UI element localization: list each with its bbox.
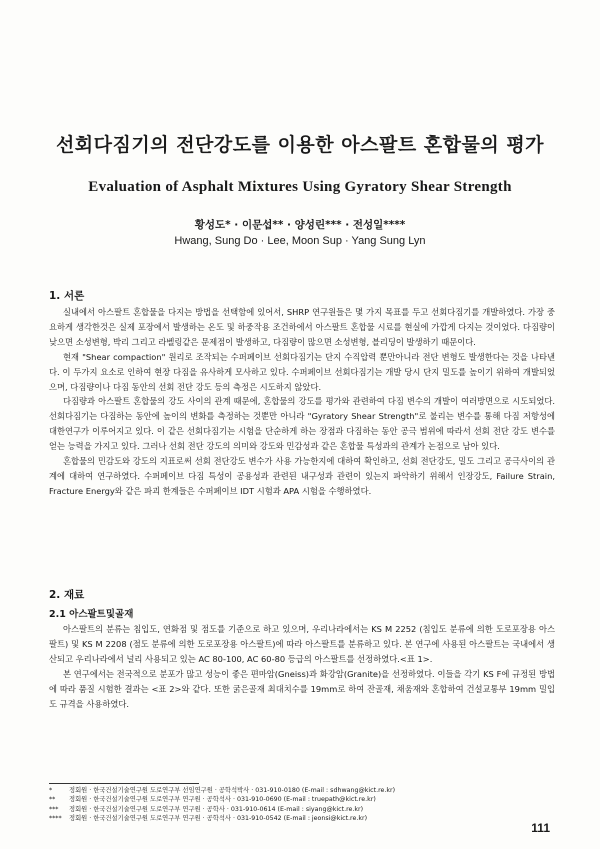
section-1-body (49, 305, 555, 499)
footnote (49, 814, 469, 823)
footnote-text: 정회원 · 한국건설기술연구원 도로연구부 연구원 · 공학석사 · 031-910-0542 (E-mail : jeonsi@kict.re.kr) (69, 815, 368, 823)
footnotes (49, 786, 469, 824)
paragraph: 아스팔트의 분류는 침입도, 연화점 및 점도를 기준으로 하고 있으며, 우리나라에서는 KS M 2252 (침입도 분류에 의한 도로포장용 아스팔트) 및 KS M 2208 (점도 분류에 의한 도로포장용 아스팔트)에 따라 아스팔트를 분류하고 있다. 본 연구에 사용된 아스팔트는 국내에서 생산되고 우리나라에서 널리 사용되고 있는 AC 80-100, AC 60-80 등급의 아스팔트를 선정하였다.<표 1>. (49, 624, 555, 664)
paragraph: 본 연구에서는 전국적으로 분포가 많고 성능이 좋은 편마암(Gneiss)과 화강암(Granite)을 선정하였다. 이들을 각기 KS F에 규정된 방법에 따라 품질 시험한 결과는 <표 2>와 같다. 또한 굵은골재 최대치수를 19mm로 하여 잔골재, 채움재와 혼합하여 건설교통부 19mm 밀입도 규격을 사용하였다. (49, 668, 555, 709)
section-2-1-heading: 2.1 아스팔트및골재 (49, 609, 134, 620)
section-2-heading: 2. 재료 (49, 589, 85, 601)
english-title: Evaluation of Asphalt Mixtures Using Gyratory Shear Strength (88, 179, 512, 195)
section-1-heading: 1. 서론 (49, 290, 85, 302)
section-2-body (49, 622, 555, 711)
footnote-mark: **** (49, 815, 62, 823)
footnote-text: 정회원 · 한국건설기술연구원 도로연구부 연구원 · 공학사 · 031-910-0614 (E-mail : siyang@kict.re.kr) (69, 805, 364, 813)
footnote (49, 786, 469, 795)
footnote-mark: ** (49, 796, 56, 804)
footnote-mark: *** (49, 805, 59, 813)
footnote-mark: * (49, 787, 53, 794)
footnote-divider (49, 783, 199, 784)
footnote-text: 정회원 · 한국건설기술연구원 도로연구부 연구원 · 공학석사 · 031-910-0690 (E-mail : truepath@kict.re.kr) (69, 796, 376, 804)
paragraph: 실내에서 아스팔트 혼합물을 다지는 방법을 선택함에 있어서, SHRP 연구원들은 몇 가지 목표를 두고 선회다짐기를 개발하였다. 가장 중요하게 생각한것은 실제 포장에서 발생하는 온도 및 하중작용 조건하에서 아스팔트 혼합물 시료를 현실에 가깝게 다지는 것이었다. 다짐량이 낮으면 소성변형, 박리 그리고 라벨링같은 문제점이 발생하고, 다짐량이 많으면 소성변형, 블리딩이 발생하기 때문이다. (49, 307, 555, 347)
footnote-text: 정회원 · 한국건설기술연구원 도로연구부 선임연구원 · 공학석박사 · 031-910-0180 (E-mail : sdhwang@kict.re.kr) (69, 787, 396, 794)
korean-title: 선회다짐기의 전단강도를 이용한 아스팔트 혼합물의 평가 (55, 134, 545, 156)
paragraph: 현재 "Shear compaction" 원리로 조작되는 수퍼페이브 선회다짐기는 단지 수직압력 뿐만아니라 전단 변형도 발생한다는 것을 나타낸다. 이 두가지 요소로 인하여 현장 다짐을 유사하게 모사하고 있다. 수퍼페이브 선회다짐기는 개발 당시 단지 밀도를 높이기 위하여 개발되었으며, 다짐량이나 다짐 동안의 선회 전단 강도 등의 측정은 시도하지 않았다. (49, 351, 555, 392)
paragraph: 다짐량과 아스팔트 혼합물의 강도 사이의 관계 때문에, 혼합물의 강도를 평가와 관련하여 다짐 변수의 개발이 여러방면으로 시도되었다. 선회다짐기는 다짐하는 동안에 높이의 변화를 측정하는 것뿐만 아니라 "Gyratory Shear Strength"로 불리는 변수를 통해 다짐 저항성에 대한연구가 이루어지고 있다. 이 같은 선회다짐기는 시험을 단순하게 하는 장점과 다짐하는 동안 공극 범위에 따라서 선회 전단 강도 변수를 얻는 능력을 가지고 있다. 그러나 선회 전단 강도의 의미와 강도와 민감성과 같은 혼합물 특성과의 관계가 논점으로 남아 있다. (49, 396, 555, 452)
footnote (49, 805, 469, 814)
footnote (49, 795, 469, 804)
paragraph: 혼합물의 민감도와 강도의 지표로써 선회 전단강도 변수가 사용 가능한지에 대하여 확인하고, 선회 전단강도, 밀도 그리고 공극사이의 관계에 대하여 연구하였다. 수퍼페이브 다짐 특성이 공용성과 관련된 내구성과 관련이 있는지 파악하기 위해서 인장강도, Failure Strain, Fracture Energy와 같은 파괴 한계들은 수퍼페이브 IDT 시험과 APA 시험을 수행하였다. (49, 456, 555, 496)
page-number: 111 (531, 821, 550, 835)
authors-korean: 황성도* · 이문섭** · 양성린*** · 전성일**** (194, 219, 406, 231)
authors-english: Hwang, Sung Do · Lee, Moon Sup · Yang Sung Lyn (174, 235, 426, 247)
